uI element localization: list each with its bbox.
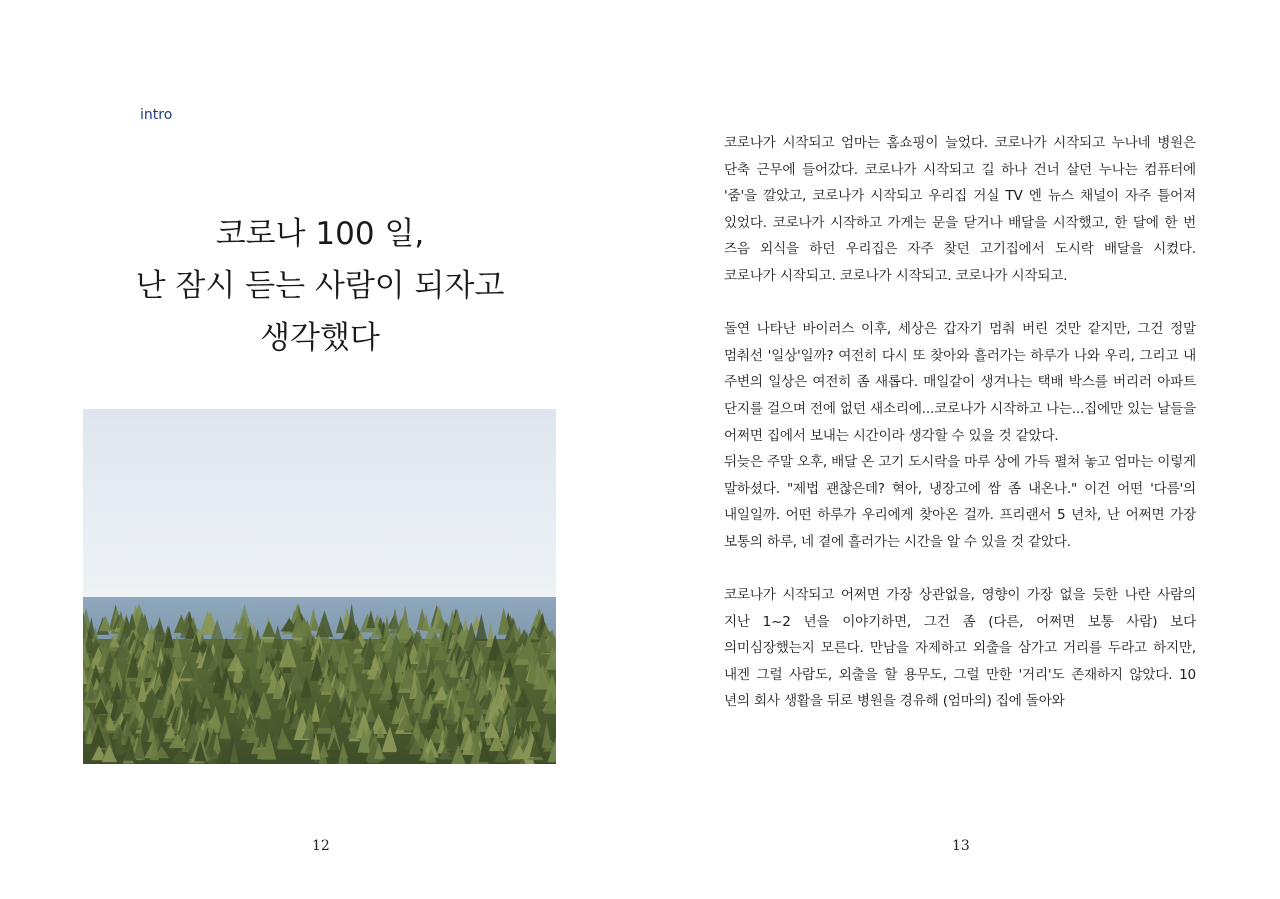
page-number: 12 [312, 838, 330, 854]
paragraph: 뒤늦은 주말 오후, 배달 온 고기 도시락을 마루 상에 가득 펼쳐 놓고 엄마는 이렇게 말하셨다. "제법 괜찮은데? 혁아, 냉장고에 쌈 좀 내온나." 이건 어떤 '다름'의 내일일까. 어떤 하루가 우리에게 찾아온 걸까. 프리랜서 5 년차, 난 어쩌면 가장 보통의 하루, 네 곁에 흘러가는 시간을 알 수 있을 것 같았다. [724, 454, 1196, 550]
paragraph: 코로나가 시작되고 엄마는 홈쇼핑이 늘었다. 코로나가 시작되고 누나네 병원은 단축 근무에 들어갔다. 코로나가 시작되고 길 하나 건너 살던 누나는 컴퓨터에 '줌'을 깔았고, 코로나가 시작되고 우리집 거실 TV 엔 뉴스 채널이 자주 틀어져 있었다. 코로나가 시작하고 가게는 문을 닫거나 배달을 시작했고, 한 달에 한 번 즈음 외식을 하던 우리집은 자주 찾던 고기집에서 도시락 배달을 시켰다. 코로나가 시작되고. 코로나가 시작되고. 코로나가 시작되고. [724, 135, 1196, 284]
paragraph: 코로나가 시작되고 어쩌면 가장 상관없을, 영향이 가장 없을 듯한 나란 사람의 지난 1~2 년을 이야기하면, 그건 좀 (다른, 어쩌면 보통 사람) 보다 의미심장했는지 모른다. 만남을 자제하고 외출을 삼가고 거리를 두라고 하지만, 내겐 그럴 사람도, 외출을 할 용무도, 그럴 만한 '거리'도 존재하지 않았다. 10 년의 회사 생활을 뒤로 병원을 경유해 (엄마의) 집에 돌아와 [724, 587, 1196, 710]
landscape-photo [83, 409, 556, 764]
chapter-title [80, 208, 560, 364]
chapter-title-line: 코로나 100 일, [215, 216, 425, 252]
page-number: 13 [952, 838, 970, 854]
body-text [724, 130, 1196, 715]
right-page [640, 0, 1280, 899]
chapter-title-line: 난 잠시 듣는 사람이 되자고 [135, 268, 505, 304]
chapter-title-line: 생각했다 [260, 320, 380, 356]
section-tag: intro [140, 107, 173, 123]
paragraph: 돌연 나타난 바이러스 이후, 세상은 갑자기 멈춰 버린 것만 같지만, 그건 정말 멈춰선 '일상'일까? 여전히 다시 또 찾아와 흘러가는 하루가 나와 우리, 그리고 내 주변의 일상은 여전히 좀 새롭다. 매일같이 생겨나는 택배 박스를 버리러 아파트 단지를 걸으며 전에 없던 새소리에...코로나가 시작하고 나는...집에만 있는 날들을 어쩌면 집에서 보내는 시간이라 생각할 수 있을 것 같았다. [724, 321, 1196, 444]
